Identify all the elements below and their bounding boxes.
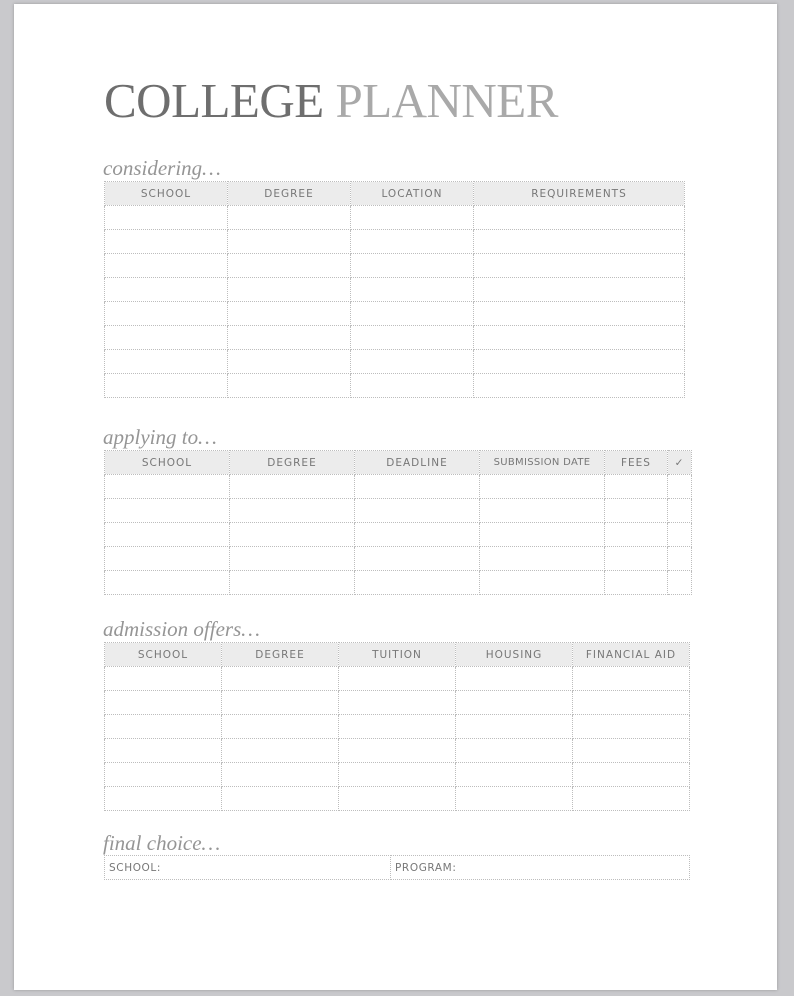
offers-cell[interactable]	[456, 715, 573, 739]
offers-cell[interactable]	[573, 691, 690, 715]
final-school-field[interactable]: SCHOOL:	[105, 856, 391, 880]
considering-col-location: LOCATION	[351, 182, 474, 206]
offers-cell[interactable]	[222, 667, 339, 691]
applying-row	[105, 499, 692, 523]
considering-cell[interactable]	[105, 302, 228, 326]
applying-cell[interactable]	[355, 475, 480, 499]
offers-cell[interactable]	[105, 667, 222, 691]
considering-cell[interactable]	[228, 278, 351, 302]
offers-cell[interactable]	[339, 739, 456, 763]
applying-cell[interactable]	[480, 571, 605, 595]
offers-cell[interactable]	[573, 715, 690, 739]
considering-cell[interactable]	[228, 302, 351, 326]
offers-row	[105, 691, 690, 715]
offers-cell[interactable]	[339, 667, 456, 691]
applying-cell[interactable]	[480, 523, 605, 547]
considering-cell[interactable]	[474, 326, 685, 350]
offers-cell[interactable]	[105, 787, 222, 811]
considering-cell[interactable]	[105, 254, 228, 278]
offers-cell[interactable]	[339, 763, 456, 787]
applying-cell[interactable]	[230, 523, 355, 547]
considering-row	[105, 326, 685, 350]
applying-row	[105, 571, 692, 595]
considering-cell[interactable]	[351, 254, 474, 278]
considering-row	[105, 302, 685, 326]
considering-cell[interactable]	[351, 374, 474, 398]
considering-cell[interactable]	[351, 350, 474, 374]
offers-col-degree: DEGREE	[222, 643, 339, 667]
offers-cell[interactable]	[339, 691, 456, 715]
offers-cell[interactable]	[456, 667, 573, 691]
applying-row	[105, 547, 692, 571]
offers-cell[interactable]	[105, 691, 222, 715]
applying-cell[interactable]	[668, 523, 692, 547]
applying-cell[interactable]	[605, 547, 668, 571]
applying-cell[interactable]	[355, 499, 480, 523]
offers-cell[interactable]	[222, 787, 339, 811]
considering-row	[105, 206, 685, 230]
considering-cell[interactable]	[351, 230, 474, 254]
considering-table	[104, 181, 685, 398]
offers-cell[interactable]	[339, 715, 456, 739]
applying-table	[104, 450, 692, 595]
applying-col-degree: DEGREE	[230, 451, 355, 475]
considering-cell[interactable]	[228, 326, 351, 350]
considering-row	[105, 350, 685, 374]
considering-row	[105, 254, 685, 278]
applying-cell[interactable]	[668, 499, 692, 523]
offers-col-housing: HOUSING	[456, 643, 573, 667]
offers-row	[105, 787, 690, 811]
offers-cell[interactable]	[573, 763, 690, 787]
considering-col-degree: DEGREE	[228, 182, 351, 206]
considering-cell[interactable]	[228, 230, 351, 254]
applying-cell[interactable]	[480, 499, 605, 523]
considering-cell[interactable]	[228, 374, 351, 398]
considering-cell[interactable]	[474, 374, 685, 398]
considering-row	[105, 278, 685, 302]
applying-cell[interactable]	[668, 571, 692, 595]
applying-cell[interactable]	[230, 475, 355, 499]
page-title	[104, 73, 558, 128]
considering-cell[interactable]	[228, 254, 351, 278]
applying-cell[interactable]	[668, 475, 692, 499]
applying-cell[interactable]	[105, 571, 230, 595]
considering-cell[interactable]	[105, 230, 228, 254]
applying-cell[interactable]	[105, 547, 230, 571]
applying-cell[interactable]	[668, 547, 692, 571]
applying-cell[interactable]	[230, 547, 355, 571]
offers-cell[interactable]	[105, 715, 222, 739]
offers-cell[interactable]	[456, 739, 573, 763]
considering-cell[interactable]	[474, 230, 685, 254]
considering-cell[interactable]	[351, 302, 474, 326]
considering-cell[interactable]	[474, 278, 685, 302]
applying-cell[interactable]	[480, 547, 605, 571]
offers-cell[interactable]	[222, 715, 339, 739]
title-word-college: COLLEGE	[104, 73, 324, 128]
applying-cell[interactable]	[355, 547, 480, 571]
offers-cell[interactable]	[105, 739, 222, 763]
offers-cell[interactable]	[573, 787, 690, 811]
applying-heading: applying to…	[103, 425, 217, 449]
considering-header-row	[105, 182, 685, 206]
considering-row	[105, 374, 685, 398]
offers-cell[interactable]	[105, 763, 222, 787]
offers-cell[interactable]	[573, 739, 690, 763]
considering-cell[interactable]	[228, 206, 351, 230]
applying-cell[interactable]	[605, 499, 668, 523]
applying-col-deadline: DEADLINE	[355, 451, 480, 475]
applying-col-school: SCHOOL	[105, 451, 230, 475]
applying-cell[interactable]	[105, 523, 230, 547]
offers-table	[104, 642, 690, 811]
offers-cell[interactable]	[456, 763, 573, 787]
planner-page	[14, 4, 777, 990]
considering-cell[interactable]	[105, 278, 228, 302]
applying-cell[interactable]	[230, 499, 355, 523]
offers-cell[interactable]	[456, 691, 573, 715]
considering-cell[interactable]	[105, 350, 228, 374]
applying-col-submission-date: SUBMISSION DATE	[480, 451, 605, 475]
considering-cell[interactable]	[351, 206, 474, 230]
applying-cell[interactable]	[105, 499, 230, 523]
considering-cell[interactable]	[105, 206, 228, 230]
title-word-planner: PLANNER	[335, 73, 558, 128]
considering-col-school: SCHOOL	[105, 182, 228, 206]
offers-cell[interactable]	[339, 787, 456, 811]
offers-cell[interactable]	[222, 763, 339, 787]
offers-row	[105, 763, 690, 787]
offers-row	[105, 715, 690, 739]
considering-cell[interactable]	[474, 350, 685, 374]
considering-cell[interactable]	[474, 206, 685, 230]
applying-col-check: ✓	[668, 451, 692, 475]
considering-cell[interactable]	[474, 254, 685, 278]
considering-cell[interactable]	[105, 326, 228, 350]
considering-cell[interactable]	[474, 302, 685, 326]
offers-cell[interactable]	[573, 667, 690, 691]
offers-heading: admission offers…	[103, 617, 260, 641]
considering-cell[interactable]	[228, 350, 351, 374]
offers-row	[105, 667, 690, 691]
offers-cell[interactable]	[222, 739, 339, 763]
applying-cell[interactable]	[355, 523, 480, 547]
offers-col-school: SCHOOL	[105, 643, 222, 667]
applying-cell[interactable]	[355, 571, 480, 595]
considering-heading: considering…	[103, 156, 221, 180]
offers-cell[interactable]	[222, 691, 339, 715]
applying-cell[interactable]	[605, 571, 668, 595]
final-row	[105, 856, 690, 880]
considering-cell[interactable]	[105, 374, 228, 398]
final-program-field[interactable]: PROGRAM:	[391, 856, 690, 880]
offers-cell[interactable]	[456, 787, 573, 811]
offers-col-financial-aid: FINANCIAL AID	[573, 643, 690, 667]
considering-cell[interactable]	[351, 278, 474, 302]
offers-row	[105, 739, 690, 763]
applying-header-row	[105, 451, 692, 475]
final-table	[104, 855, 690, 880]
applying-cell[interactable]	[480, 475, 605, 499]
applying-cell[interactable]	[105, 475, 230, 499]
applying-cell[interactable]	[605, 523, 668, 547]
offers-header-row	[105, 643, 690, 667]
considering-col-requirements: REQUIREMENTS	[474, 182, 685, 206]
applying-cell[interactable]	[230, 571, 355, 595]
final-heading: final choice…	[103, 831, 221, 855]
applying-row	[105, 475, 692, 499]
applying-cell[interactable]	[605, 475, 668, 499]
applying-row	[105, 523, 692, 547]
applying-col-fees: FEES	[605, 451, 668, 475]
considering-row	[105, 230, 685, 254]
considering-cell[interactable]	[351, 326, 474, 350]
offers-col-tuition: TUITION	[339, 643, 456, 667]
